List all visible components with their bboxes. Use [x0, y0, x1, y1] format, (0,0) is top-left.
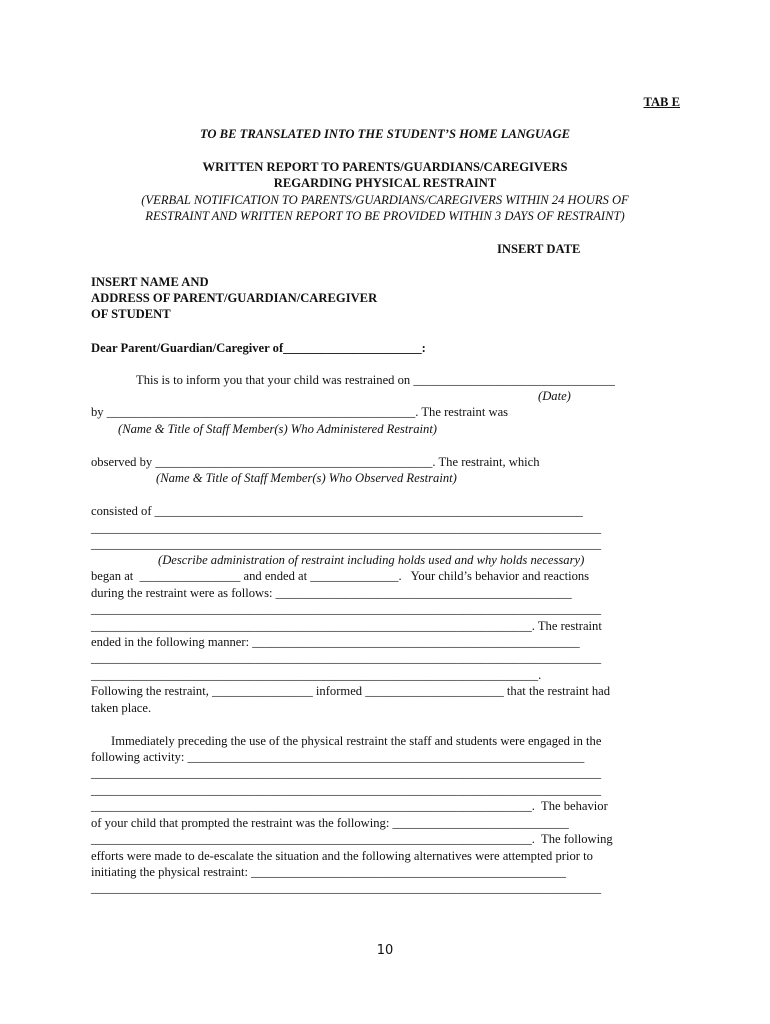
address-line3: OF STUDENT	[91, 307, 171, 321]
address-line2: ADDRESS OF PARENT/GUARDIAN/CAREGIVER	[91, 291, 378, 305]
prompted-line: of your child that prompted the restraint was the following: ____________________________	[91, 816, 569, 830]
blank-line-4: ______________________________________________________________________. The restraint	[91, 619, 602, 633]
blank-line-6: _______________________________________________________________________.	[91, 668, 542, 682]
initiating-line: initiating the physical restraint: __________________________________________________	[91, 865, 567, 879]
blank-line-8: _________________________________________________________________________________	[91, 783, 602, 797]
observed-by-line: observed by ____________________________________________. The restraint, which	[91, 455, 540, 469]
blank-line-1: _________________________________________________________________________________	[91, 521, 602, 535]
page-number: 10	[376, 943, 394, 958]
form-title-line2: REGARDING PHYSICAL RESTRAINT	[273, 176, 497, 190]
blank-line-7: _________________________________________________________________________________	[91, 766, 602, 780]
following-restraint-line: Following the restraint, ________________ informed ______________________ that the restraint had	[91, 684, 611, 698]
inform-line: This is to inform you that your child was restrained on ________________________________	[136, 373, 615, 387]
insert-date: INSERT DATE	[497, 242, 581, 256]
blank-line-3: _________________________________________________________________________________	[91, 602, 602, 616]
blank-line-9: ______________________________________________________________________. The behavior	[91, 799, 608, 813]
form-title-line1: WRITTEN REPORT TO PARENTS/GUARDIANS/CAREGIVERS	[202, 160, 568, 174]
form-subtitle-line1: (VERBAL NOTIFICATION TO PARENTS/GUARDIANS/CAREGIVERS WITHIN 24 HOURS OF	[141, 193, 629, 207]
preceding-line: Immediately preceding the use of the physical restraint the staff and students were engaged in the	[111, 734, 602, 748]
during-line: during the restraint were as follows: _______________________________________________	[91, 586, 572, 600]
efforts-line: efforts were made to de-escalate the situation and the following alternatives were attempted prior to	[91, 849, 593, 863]
describe-hint: (Describe administration of restraint including holds used and why holds necessary)	[158, 553, 585, 567]
form-subtitle-line2: RESTRAINT AND WRITTEN REPORT TO BE PROVIDED WITHIN 3 DAYS OF RESTRAINT)	[145, 209, 625, 223]
date-hint: (Date)	[538, 389, 571, 403]
administered-by-line: by _________________________________________________. The restraint was	[91, 405, 509, 419]
taken-place-line: taken place.	[91, 701, 152, 715]
salutation: Dear Parent/Guardian/Caregiver of______________________:	[91, 341, 426, 355]
consisted-of-line: consisted of ____________________________________________________________________	[91, 504, 583, 518]
blank-line-10: ______________________________________________________________________. The following	[91, 832, 613, 846]
observed-by-hint: (Name & Title of Staff Member(s) Who Observed Restraint)	[156, 471, 457, 485]
blank-line-11: _________________________________________________________________________________	[91, 881, 602, 895]
address-line1: INSERT NAME AND	[91, 275, 209, 289]
tab-label: TAB E	[643, 95, 680, 109]
activity-line: following activity: _______________________________________________________________	[91, 750, 585, 764]
blank-line-2: _________________________________________________________________________________	[91, 537, 602, 551]
began-ended-line: began at ________________ and ended at ______________. Your child’s behavior and reactions	[91, 569, 590, 583]
ended-manner-line: ended in the following manner: ____________________________________________________	[91, 635, 580, 649]
translate-note: TO BE TRANSLATED INTO THE STUDENT’S HOME LANGUAGE	[199, 127, 571, 141]
administered-by-hint: (Name & Title of Staff Member(s) Who Administered Restraint)	[118, 422, 438, 436]
blank-line-5: _________________________________________________________________________________	[91, 651, 602, 665]
